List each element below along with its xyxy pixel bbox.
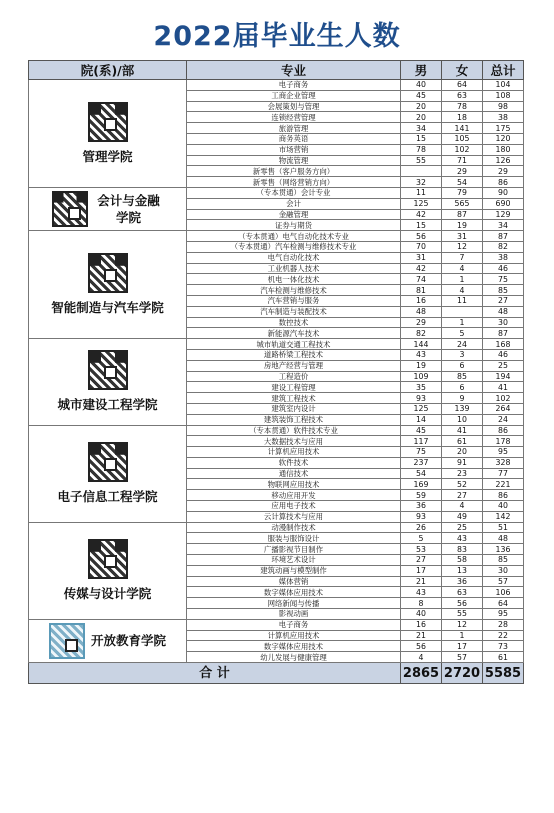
male-cell: 19 (401, 360, 442, 371)
male-cell: 40 (401, 80, 442, 91)
male-cell (401, 166, 442, 177)
female-cell: 102 (442, 144, 483, 155)
total-cell: 102 (483, 393, 524, 404)
female-cell: 5 (442, 328, 483, 339)
female-cell: 57 (442, 652, 483, 663)
total-cell: 30 (483, 565, 524, 576)
major-cell: 新能源汽车技术 (187, 328, 401, 339)
major-cell: 新零售（客户服务方向） (187, 166, 401, 177)
male-cell: 70 (401, 241, 442, 252)
male-cell: 26 (401, 522, 442, 533)
male-cell: 169 (401, 479, 442, 490)
female-cell: 31 (442, 231, 483, 242)
female-cell: 64 (442, 80, 483, 91)
qr-code-icon (88, 539, 128, 579)
female-cell: 36 (442, 576, 483, 587)
male-cell: 16 (401, 295, 442, 306)
total-cell: 29 (483, 166, 524, 177)
major-cell: 环境艺术设计 (187, 555, 401, 566)
male-cell: 29 (401, 317, 442, 328)
male-cell: 20 (401, 112, 442, 123)
total-cell: 90 (483, 187, 524, 198)
major-cell: 建筑装饰工程技术 (187, 414, 401, 425)
total-cell: 264 (483, 403, 524, 414)
header-male: 男 (401, 61, 442, 80)
major-cell: 会展策划与管理 (187, 101, 401, 112)
total-cell: 178 (483, 436, 524, 447)
major-cell: 数控技术 (187, 317, 401, 328)
college-name: 智能制造与汽车学院 (51, 300, 164, 316)
total-cell: 142 (483, 511, 524, 522)
female-cell: 4 (442, 501, 483, 512)
college-cell (29, 522, 187, 619)
female-cell: 6 (442, 360, 483, 371)
female-cell: 83 (442, 544, 483, 555)
total-cell: 46 (483, 263, 524, 274)
female-cell: 9 (442, 393, 483, 404)
table-row (29, 339, 524, 350)
total-cell: 104 (483, 80, 524, 91)
major-cell: 数字媒体应用技术 (187, 641, 401, 652)
graduates-table (28, 60, 524, 684)
total-cell: 75 (483, 274, 524, 285)
major-cell: 幼儿发展与健康管理 (187, 652, 401, 663)
total-female: 2720 (442, 663, 483, 684)
total-cell: 82 (483, 241, 524, 252)
female-cell: 63 (442, 90, 483, 101)
major-cell: （专本贯通）汽车检测与维修技术专业 (187, 241, 401, 252)
female-cell: 91 (442, 457, 483, 468)
qr-code-icon (49, 623, 85, 659)
male-cell: 125 (401, 403, 442, 414)
major-cell: 市场营销 (187, 144, 401, 155)
major-cell: 大数据技术与应用 (187, 436, 401, 447)
male-cell: 43 (401, 349, 442, 360)
total-cell: 95 (483, 609, 524, 620)
total-cell: 328 (483, 457, 524, 468)
major-cell: 电子商务 (187, 619, 401, 630)
header-total: 总计 (483, 61, 524, 80)
total-cell: 48 (483, 306, 524, 317)
table-row (29, 619, 524, 630)
male-cell: 11 (401, 187, 442, 198)
total-cell: 38 (483, 112, 524, 123)
female-cell: 3 (442, 349, 483, 360)
female-cell: 23 (442, 468, 483, 479)
major-cell: 金融管理 (187, 209, 401, 220)
major-cell: （专本贯通）电气自动化技术专业 (187, 231, 401, 242)
female-cell: 105 (442, 133, 483, 144)
male-cell: 125 (401, 198, 442, 209)
male-cell: 59 (401, 490, 442, 501)
female-cell: 87 (442, 209, 483, 220)
total-cell: 73 (483, 641, 524, 652)
major-cell: 工程造价 (187, 371, 401, 382)
total-cell: 126 (483, 155, 524, 166)
total-cell: 87 (483, 231, 524, 242)
total-label: 合 计 (29, 663, 401, 684)
male-cell: 55 (401, 155, 442, 166)
female-cell: 6 (442, 382, 483, 393)
major-cell: 城市轨道交通工程技术 (187, 339, 401, 350)
female-cell: 56 (442, 598, 483, 609)
total-cell: 61 (483, 652, 524, 663)
major-cell: 建筑室内设计 (187, 403, 401, 414)
total-cell: 57 (483, 576, 524, 587)
major-cell: 媒体营销 (187, 576, 401, 587)
male-cell: 56 (401, 641, 442, 652)
total-cell: 95 (483, 447, 524, 458)
major-cell: 机电一体化技术 (187, 274, 401, 285)
total-cell: 87 (483, 328, 524, 339)
college-header (29, 191, 186, 227)
total-cell: 25 (483, 360, 524, 371)
female-cell: 141 (442, 123, 483, 134)
major-cell: 建筑工程技术 (187, 393, 401, 404)
female-cell: 13 (442, 565, 483, 576)
total-sum: 5585 (483, 663, 524, 684)
male-cell: 15 (401, 220, 442, 231)
total-cell: 77 (483, 468, 524, 479)
major-cell: 物联网应用技术 (187, 479, 401, 490)
male-cell: 144 (401, 339, 442, 350)
male-cell: 36 (401, 501, 442, 512)
female-cell: 85 (442, 371, 483, 382)
college-header (29, 623, 186, 659)
female-cell: 19 (442, 220, 483, 231)
major-cell: 动漫制作技术 (187, 522, 401, 533)
total-cell: 120 (483, 133, 524, 144)
male-cell: 42 (401, 209, 442, 220)
male-cell: 117 (401, 436, 442, 447)
college-name: 开放教育学院 (90, 633, 166, 649)
male-cell: 45 (401, 425, 442, 436)
female-cell: 139 (442, 403, 483, 414)
male-cell: 53 (401, 544, 442, 555)
total-cell: 108 (483, 90, 524, 101)
total-cell: 27 (483, 295, 524, 306)
female-cell: 11 (442, 295, 483, 306)
female-cell: 20 (442, 447, 483, 458)
major-cell: 会计 (187, 198, 401, 209)
major-cell: 软件技术 (187, 457, 401, 468)
major-cell: 汽车检测与维修技术 (187, 285, 401, 296)
total-cell: 38 (483, 252, 524, 263)
male-cell: 34 (401, 123, 442, 134)
qr-code-icon (88, 442, 128, 482)
college-cell (29, 619, 187, 662)
female-cell: 54 (442, 177, 483, 188)
major-cell: 网络新闻与传播 (187, 598, 401, 609)
total-cell: 24 (483, 414, 524, 425)
total-cell: 86 (483, 490, 524, 501)
total-cell: 86 (483, 425, 524, 436)
header-college: 院(系)/部 (29, 61, 187, 80)
college-name: 管理学院 (82, 148, 133, 164)
female-cell: 4 (442, 263, 483, 274)
female-cell: 43 (442, 533, 483, 544)
qr-code-icon (88, 350, 128, 390)
major-cell: 移动应用开发 (187, 490, 401, 501)
major-cell: （专本贯通）会计专业 (187, 187, 401, 198)
male-cell: 40 (401, 609, 442, 620)
female-cell: 25 (442, 522, 483, 533)
male-cell: 20 (401, 101, 442, 112)
male-cell: 21 (401, 576, 442, 587)
male-cell: 35 (401, 382, 442, 393)
male-cell: 42 (401, 263, 442, 274)
major-cell: 新零售（网络营销方向） (187, 177, 401, 188)
major-cell: 服装与服饰设计 (187, 533, 401, 544)
female-cell: 7 (442, 252, 483, 263)
male-cell: 82 (401, 328, 442, 339)
major-cell: 商务英语 (187, 133, 401, 144)
college-name: 城市建设工程学院 (57, 397, 158, 413)
college-name: 传媒与设计学院 (63, 586, 152, 602)
female-cell: 4 (442, 285, 483, 296)
total-cell: 690 (483, 198, 524, 209)
total-cell: 168 (483, 339, 524, 350)
total-cell: 34 (483, 220, 524, 231)
total-cell: 46 (483, 349, 524, 360)
qr-code-icon (88, 102, 128, 142)
college-cell (29, 339, 187, 425)
major-cell: 汽车营销与服务 (187, 295, 401, 306)
total-cell: 194 (483, 371, 524, 382)
college-cell (29, 231, 187, 339)
female-cell: 565 (442, 198, 483, 209)
total-male: 2865 (401, 663, 442, 684)
major-cell: 电气自动化技术 (187, 252, 401, 263)
total-row (29, 663, 524, 684)
female-cell: 12 (442, 619, 483, 630)
major-cell: 汽车制造与装配技术 (187, 306, 401, 317)
college-cell (29, 80, 187, 188)
table-body (29, 80, 524, 663)
male-cell: 32 (401, 177, 442, 188)
total-cell: 41 (483, 382, 524, 393)
major-cell: （专本贯通）软件技术专业 (187, 425, 401, 436)
total-cell: 86 (483, 177, 524, 188)
male-cell: 4 (401, 652, 442, 663)
male-cell: 43 (401, 587, 442, 598)
total-cell: 221 (483, 479, 524, 490)
female-cell: 41 (442, 425, 483, 436)
major-cell: 建设工程管理 (187, 382, 401, 393)
female-cell (442, 306, 483, 317)
total-cell: 40 (483, 501, 524, 512)
female-cell: 63 (442, 587, 483, 598)
total-cell: 48 (483, 533, 524, 544)
male-cell: 27 (401, 555, 442, 566)
male-cell: 14 (401, 414, 442, 425)
female-cell: 1 (442, 274, 483, 285)
major-cell: 云计算技术与应用 (187, 511, 401, 522)
qr-code-icon (88, 253, 128, 293)
female-cell: 58 (442, 555, 483, 566)
male-cell: 78 (401, 144, 442, 155)
major-cell: 计算机应用技术 (187, 630, 401, 641)
table-header-row (29, 61, 524, 80)
table-row (29, 522, 524, 533)
page-title: 2022届毕业生人数 (153, 21, 401, 52)
major-cell: 计算机应用技术 (187, 447, 401, 458)
male-cell: 109 (401, 371, 442, 382)
major-cell: 工业机器人技术 (187, 263, 401, 274)
total-cell: 129 (483, 209, 524, 220)
female-cell: 18 (442, 112, 483, 123)
total-cell: 22 (483, 630, 524, 641)
male-cell: 31 (401, 252, 442, 263)
major-cell: 物流管理 (187, 155, 401, 166)
major-cell: 影视动画 (187, 609, 401, 620)
male-cell: 75 (401, 447, 442, 458)
major-cell: 电子商务 (187, 80, 401, 91)
female-cell: 49 (442, 511, 483, 522)
female-cell: 1 (442, 317, 483, 328)
major-cell: 广播影视节目制作 (187, 544, 401, 555)
male-cell: 237 (401, 457, 442, 468)
major-cell: 道路桥梁工程技术 (187, 349, 401, 360)
male-cell: 74 (401, 274, 442, 285)
male-cell: 93 (401, 511, 442, 522)
major-cell: 建筑动画与模型制作 (187, 565, 401, 576)
total-cell: 85 (483, 285, 524, 296)
total-cell: 180 (483, 144, 524, 155)
female-cell: 79 (442, 187, 483, 198)
male-cell: 45 (401, 90, 442, 101)
female-cell: 61 (442, 436, 483, 447)
college-name: 电子信息工程学院 (57, 489, 158, 505)
female-cell: 27 (442, 490, 483, 501)
female-cell: 29 (442, 166, 483, 177)
qr-code-icon (52, 191, 88, 227)
female-cell: 55 (442, 609, 483, 620)
total-cell: 28 (483, 619, 524, 630)
male-cell: 54 (401, 468, 442, 479)
table-row (29, 80, 524, 91)
female-cell: 12 (442, 241, 483, 252)
major-cell: 工商企业管理 (187, 90, 401, 101)
total-cell: 98 (483, 101, 524, 112)
major-cell: 通信技术 (187, 468, 401, 479)
total-cell: 106 (483, 587, 524, 598)
header-major: 专业 (187, 61, 401, 80)
female-cell: 1 (442, 630, 483, 641)
major-cell: 房地产经营与管理 (187, 360, 401, 371)
female-cell: 78 (442, 101, 483, 112)
male-cell: 5 (401, 533, 442, 544)
college-cell (29, 425, 187, 522)
male-cell: 21 (401, 630, 442, 641)
total-cell: 30 (483, 317, 524, 328)
male-cell: 16 (401, 619, 442, 630)
male-cell: 56 (401, 231, 442, 242)
table-row (29, 425, 524, 436)
female-cell: 17 (442, 641, 483, 652)
male-cell: 81 (401, 285, 442, 296)
female-cell: 52 (442, 479, 483, 490)
total-cell: 64 (483, 598, 524, 609)
male-cell: 17 (401, 565, 442, 576)
female-cell: 24 (442, 339, 483, 350)
major-cell: 旅游管理 (187, 123, 401, 134)
major-cell: 连锁经营管理 (187, 112, 401, 123)
table-row (29, 231, 524, 242)
header-female: 女 (442, 61, 483, 80)
female-cell: 10 (442, 414, 483, 425)
male-cell: 15 (401, 133, 442, 144)
major-cell: 证券与期货 (187, 220, 401, 231)
male-cell: 93 (401, 393, 442, 404)
total-cell: 175 (483, 123, 524, 134)
total-cell: 136 (483, 544, 524, 555)
table-row (29, 187, 524, 198)
college-name: 会计与金融学院 (97, 193, 160, 226)
major-cell: 应用电子技术 (187, 501, 401, 512)
college-cell (29, 187, 187, 230)
total-cell: 85 (483, 555, 524, 566)
major-cell: 数字媒体应用技术 (187, 587, 401, 598)
total-cell: 51 (483, 522, 524, 533)
male-cell: 48 (401, 306, 442, 317)
female-cell: 71 (442, 155, 483, 166)
male-cell: 8 (401, 598, 442, 609)
